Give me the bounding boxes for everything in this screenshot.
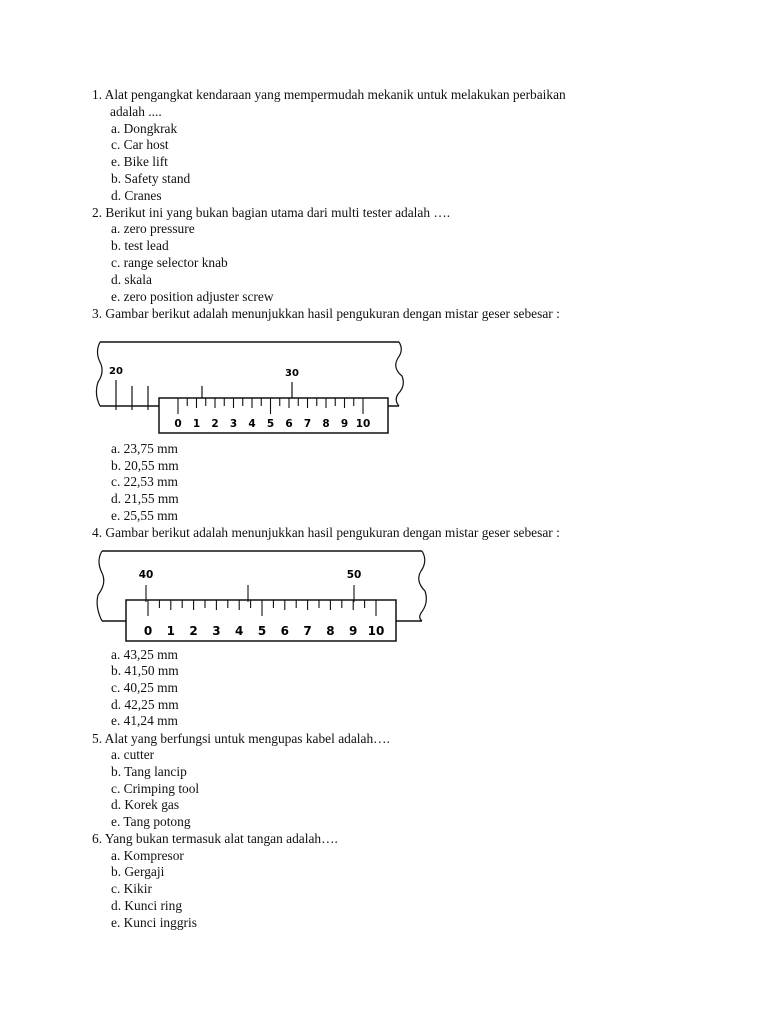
option-1-3: e. Bike lift [111,154,168,169]
fig1-vernier-label: 10 [355,418,371,430]
main-scale-label-40: 40 [138,569,154,581]
vernier-caliper-figure-1 [92,336,412,440]
option-5-2: b. Tang lancip [111,764,187,779]
fig2-vernier-label: 3 [212,624,221,638]
question-6: 6. Yang bukan termasuk alat tangan adalah…. [92,831,338,846]
option-2-3: c. range selector knab [111,255,228,270]
fig2-vernier-label: 9 [349,624,358,638]
option-2-5: e. zero position adjuster screw [111,289,274,304]
main-scale-label-20: 20 [109,366,123,377]
option-4-2: b. 41,50 mm [111,663,179,678]
option-1-4: b. Safety stand [111,171,191,186]
question-1: 1. Alat pengangkat kendaraan yang mempermudah mekanik untuk melakukan perbaikan [92,87,566,102]
option-4-4: d. 42,25 mm [111,697,179,712]
question-3: 3. Gambar berikut adalah menunjukkan hasil pengukuran dengan mistar geser sebesar : [92,306,560,321]
fig1-vernier-label: 6 [285,418,293,430]
fig2-vernier-label: 1 [166,624,175,638]
option-4-3: c. 40,25 mm [111,680,178,695]
option-3-4: d. 21,55 mm [111,491,179,506]
fig1-vernier-label: 3 [229,418,238,430]
option-1-5: d. Cranes [111,188,162,203]
fig2-vernier-label: 7 [303,624,312,638]
fig2-vernier-label: 4 [235,624,244,638]
option-3-2: b. 20,55 mm [111,458,179,473]
option-1-1: a. Dongkrak [111,121,178,136]
option-6-2: b. Gergaji [111,864,165,879]
question-4: 4. Gambar berikut adalah menunjukkan hasil pengukuran dengan mistar geser sebesar : [92,525,560,540]
fig1-vernier-label: 8 [322,418,330,430]
fig1-vernier-label: 0 [174,418,182,430]
option-3-1: a. 23,75 mm [111,441,178,456]
option-2-1: a. zero pressure [111,221,195,236]
main-scale-label-30: 30 [285,368,299,379]
option-4-5: e. 41,24 mm [111,713,178,728]
option-5-1: a. cutter [111,747,155,762]
question-2: 2. Berikut ini yang bukan bagian utama dari multi tester adalah …. [92,205,451,220]
fig2-vernier-label: 2 [189,624,198,638]
fig1-vernier-label: 1 [192,418,201,430]
question-5: 5. Alat yang berfungsi untuk mengupas kabel adalah…. [92,731,390,746]
fig1-vernier-label: 9 [340,418,349,430]
option-4-1: a. 43,25 mm [111,647,178,662]
option-3-5: e. 25,55 mm [111,508,178,523]
option-5-4: d. Korek gas [111,797,180,812]
fig2-vernier-label: 0 [143,624,153,638]
fig2-vernier-label: 8 [326,624,335,638]
fig1-vernier-label: 2 [211,418,219,430]
option-6-3: c. Kikir [111,881,152,896]
option-6-1: a. Kompresor [111,848,184,863]
fig2-vernier-label: 10 [367,624,385,638]
option-5-5: e. Tang potong [111,814,191,829]
fig1-vernier-label: 4 [248,418,256,430]
vernier-caliper-figure-2 [92,545,434,645]
option-5-3: c. Crimping tool [111,781,200,796]
option-2-4: d. skala [111,272,152,287]
option-6-4: d. Kunci ring [111,898,183,913]
option-2-2: b. test lead [111,238,169,253]
option-1-2: c. Car host [111,137,169,152]
option-6-5: e. Kunci inggris [111,915,197,930]
main-scale-label-50: 50 [346,569,362,581]
fig2-vernier-label: 5 [257,624,267,638]
fig1-vernier-label: 7 [303,418,312,430]
option-3-3: c. 22,53 mm [111,474,178,489]
fig2-vernier-label: 6 [280,624,289,638]
fig1-vernier-label: 5 [266,418,275,430]
question-1-continuation: adalah .... [110,104,162,119]
